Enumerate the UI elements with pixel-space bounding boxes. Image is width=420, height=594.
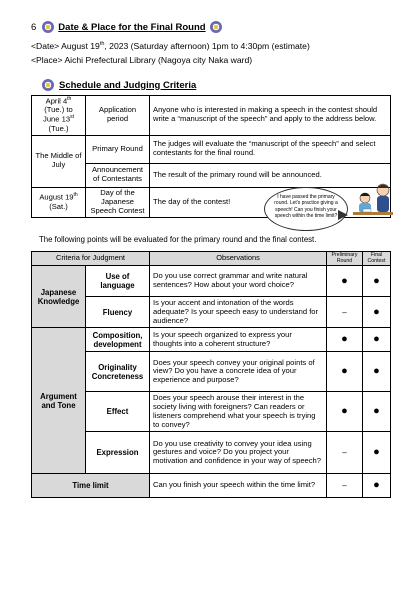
criterion-observation: Is your speech organized to express your thoughts into a coherent structure?: [150, 328, 327, 352]
preliminary-mark: –: [327, 432, 363, 474]
schedule-detail: Anyone who is interested in making a speech in the contest should write a “manuscript of the speech” and apply to the address below.: [150, 96, 391, 136]
preliminary-mark: ●: [327, 266, 363, 297]
criterion-observation: Do you use creativity to convey your idea using gestures and voice? Do you project your motivation and confidence in your way of speech?: [150, 432, 327, 474]
category-time-limit: Time limit: [32, 474, 150, 498]
date-line: <Date> August 19th, 2023 (Saturday afternoon) 1pm to 4:30pm (estimate): [31, 41, 310, 51]
speech-bubble-tail: [338, 210, 348, 220]
schedule-heading: Schedule and Judging Criteria: [59, 79, 197, 91]
section-heading: Date & Place for the Final Round: [58, 21, 206, 33]
table-row: [32, 297, 391, 328]
emblem-icon: [42, 21, 54, 33]
table-row: [32, 352, 391, 392]
criterion-observation: Do you use correct grammar and write natural sentences? How about your word choice?: [150, 266, 327, 297]
place-line: <Place> Aichi Prefectural Library (Nagoya city Naka ward): [31, 55, 253, 65]
schedule-what: Primary Round: [86, 135, 150, 163]
schedule-detail: The judges will evaluate the “manuscript of the speech” and select contestants for the final round.: [150, 135, 391, 163]
criterion-observation: Is your accent and intonation of the words adequate? Is your speech easy to understand for audience?: [150, 297, 327, 328]
schedule-detail: The result of the primary round will be announced.: [150, 163, 391, 187]
final-mark: ●: [363, 297, 391, 328]
criterion-observation: Does your speech arouse their interest in the society living with foreigners? Can readers or listeners comprehend what your speech is trying to convey?: [150, 392, 327, 432]
preliminary-mark: ●: [327, 352, 363, 392]
table-row: [32, 328, 391, 352]
final-mark: ●: [363, 432, 391, 474]
judging-header-row: [32, 252, 391, 266]
section-title: [31, 21, 222, 33]
observations-header: Observations: [150, 252, 327, 266]
criteria-header: Criteria for Judgment: [32, 252, 150, 266]
teacher-student-illustration: [349, 182, 397, 222]
evaluation-intro: The following points will be evaluated for the primary round and the final contest.: [39, 235, 317, 244]
schedule-when: April 4th (Tue.) to June 13st (Tue.): [32, 96, 86, 136]
section-number: 6: [31, 21, 37, 33]
preliminary-header: Preliminary Round: [327, 252, 363, 266]
table-row: [32, 96, 391, 136]
preliminary-mark: ●: [327, 392, 363, 432]
criterion-observation: Does your speech convey your original points of view? Do you have a concrete idea of your experience and purpose?: [150, 352, 327, 392]
table-row: [32, 163, 391, 187]
schedule-when: The Middle of July: [32, 135, 86, 187]
criterion-name: Fluency: [86, 297, 150, 328]
preliminary-mark: –: [327, 297, 363, 328]
final-header: Final Contest: [363, 252, 391, 266]
emblem-icon: [210, 21, 222, 33]
table-row: [32, 432, 391, 474]
final-mark: ●: [363, 328, 391, 352]
schedule-detail: The day of the contest!: [150, 187, 391, 217]
final-mark: ●: [363, 352, 391, 392]
schedule-when: August 19th (Sat.): [32, 187, 86, 217]
speech-bubble: I have passed the primary round. Let's practice giving a speech! Can you finish your speech within the time limit?: [264, 187, 348, 231]
judging-table: [31, 251, 391, 498]
final-mark: ●: [363, 474, 391, 498]
criterion-name: Effect: [86, 392, 150, 432]
schedule-what: Application period: [86, 96, 150, 136]
criterion-name: Use of language: [86, 266, 150, 297]
emblem-icon: [42, 79, 54, 91]
schedule-what: Announcement of Contestants: [86, 163, 150, 187]
criterion-observation: Can you finish your speech within the time limit?: [150, 474, 327, 498]
table-row: [32, 392, 391, 432]
preliminary-mark: ●: [327, 328, 363, 352]
category-argument-and-tone: Argument and Tone: [32, 328, 86, 474]
category-japanese-knowledge: Japanese Knowledge: [32, 266, 86, 328]
final-mark: ●: [363, 392, 391, 432]
table-row: [32, 135, 391, 163]
table-row: [32, 266, 391, 297]
schedule-what: Day of the Japanese Speech Contest: [86, 187, 150, 217]
schedule-title: [42, 79, 196, 91]
table-row: [32, 474, 391, 498]
criterion-name: Originality Concreteness: [86, 352, 150, 392]
criterion-name: Expression: [86, 432, 150, 474]
final-mark: ●: [363, 266, 391, 297]
criterion-name: Composition, development: [86, 328, 150, 352]
preliminary-mark: –: [327, 474, 363, 498]
